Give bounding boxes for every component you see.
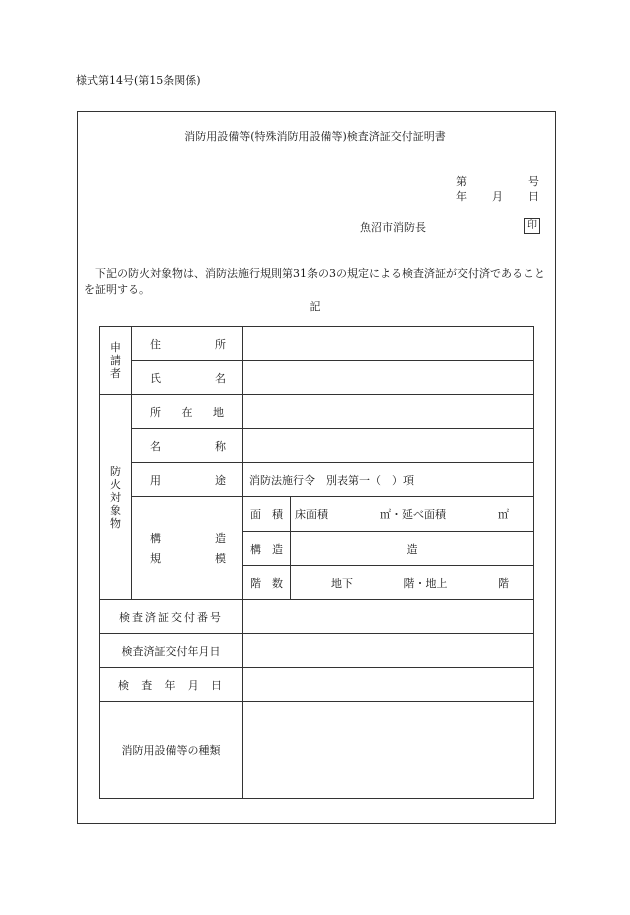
date-year: 年 [456, 190, 467, 203]
floors-field[interactable]: 地下 階・地上 階 [291, 566, 534, 600]
cert-date-field[interactable] [243, 634, 534, 668]
cert-number-field[interactable] [243, 600, 534, 634]
certification-statement: 下記の防火対象物は、消防法施行規則第31条の3の規定による検査済証が交付済であることを証明する。 [84, 267, 545, 296]
cert-number-label: 検査済証交付番号 [100, 600, 243, 634]
seal-mark: 印 [524, 218, 540, 234]
floors-label: 階 数 [243, 566, 291, 600]
use-field[interactable]: 消防法施行令 別表第一（ ）項 [243, 463, 534, 497]
certificate-table [99, 326, 534, 799]
structure-scale-label: 構 造 規 模 [132, 497, 243, 600]
address-field[interactable] [243, 327, 534, 361]
location-field[interactable] [243, 395, 534, 429]
target-group-label: 防 火 対 象 物 [100, 395, 132, 600]
number-prefix: 第 [456, 175, 467, 188]
date-day: 日 [528, 190, 539, 203]
date-month: 月 [492, 190, 503, 203]
inspection-date-label: 検 査 年 月 日 [100, 668, 243, 702]
ki-heading: 記 [309, 300, 321, 313]
target-name-label: 名 称 [132, 429, 243, 463]
use-label: 用 途 [132, 463, 243, 497]
location-label: 所 在 地 [132, 395, 243, 429]
inspection-date-field[interactable] [243, 668, 534, 702]
number-suffix: 号 [528, 175, 539, 188]
target-name-field[interactable] [243, 429, 534, 463]
area-field[interactable]: 床面積 ㎡・延べ面積 ㎡ [291, 497, 534, 532]
address-label: 住 所 [132, 327, 243, 361]
document-title: 消防用設備等(特殊消防用設備等)検査済証交付証明書 [184, 130, 446, 143]
area-label: 面 積 [243, 497, 291, 532]
issuer-name: 魚沼市消防長 [360, 221, 426, 234]
structure-label: 構 造 [243, 532, 291, 566]
equipment-type-label: 消防用設備等の種類 [100, 702, 243, 799]
structure-field[interactable]: 造 [291, 532, 534, 566]
form-number-label: 様式第14号(第15条関係) [76, 74, 201, 87]
name-field[interactable] [243, 361, 534, 395]
equipment-type-field[interactable] [243, 702, 534, 799]
cert-date-label: 検査済証交付年月日 [100, 634, 243, 668]
applicant-group-label: 申 請 者 [100, 327, 132, 395]
name-label: 氏 名 [132, 361, 243, 395]
